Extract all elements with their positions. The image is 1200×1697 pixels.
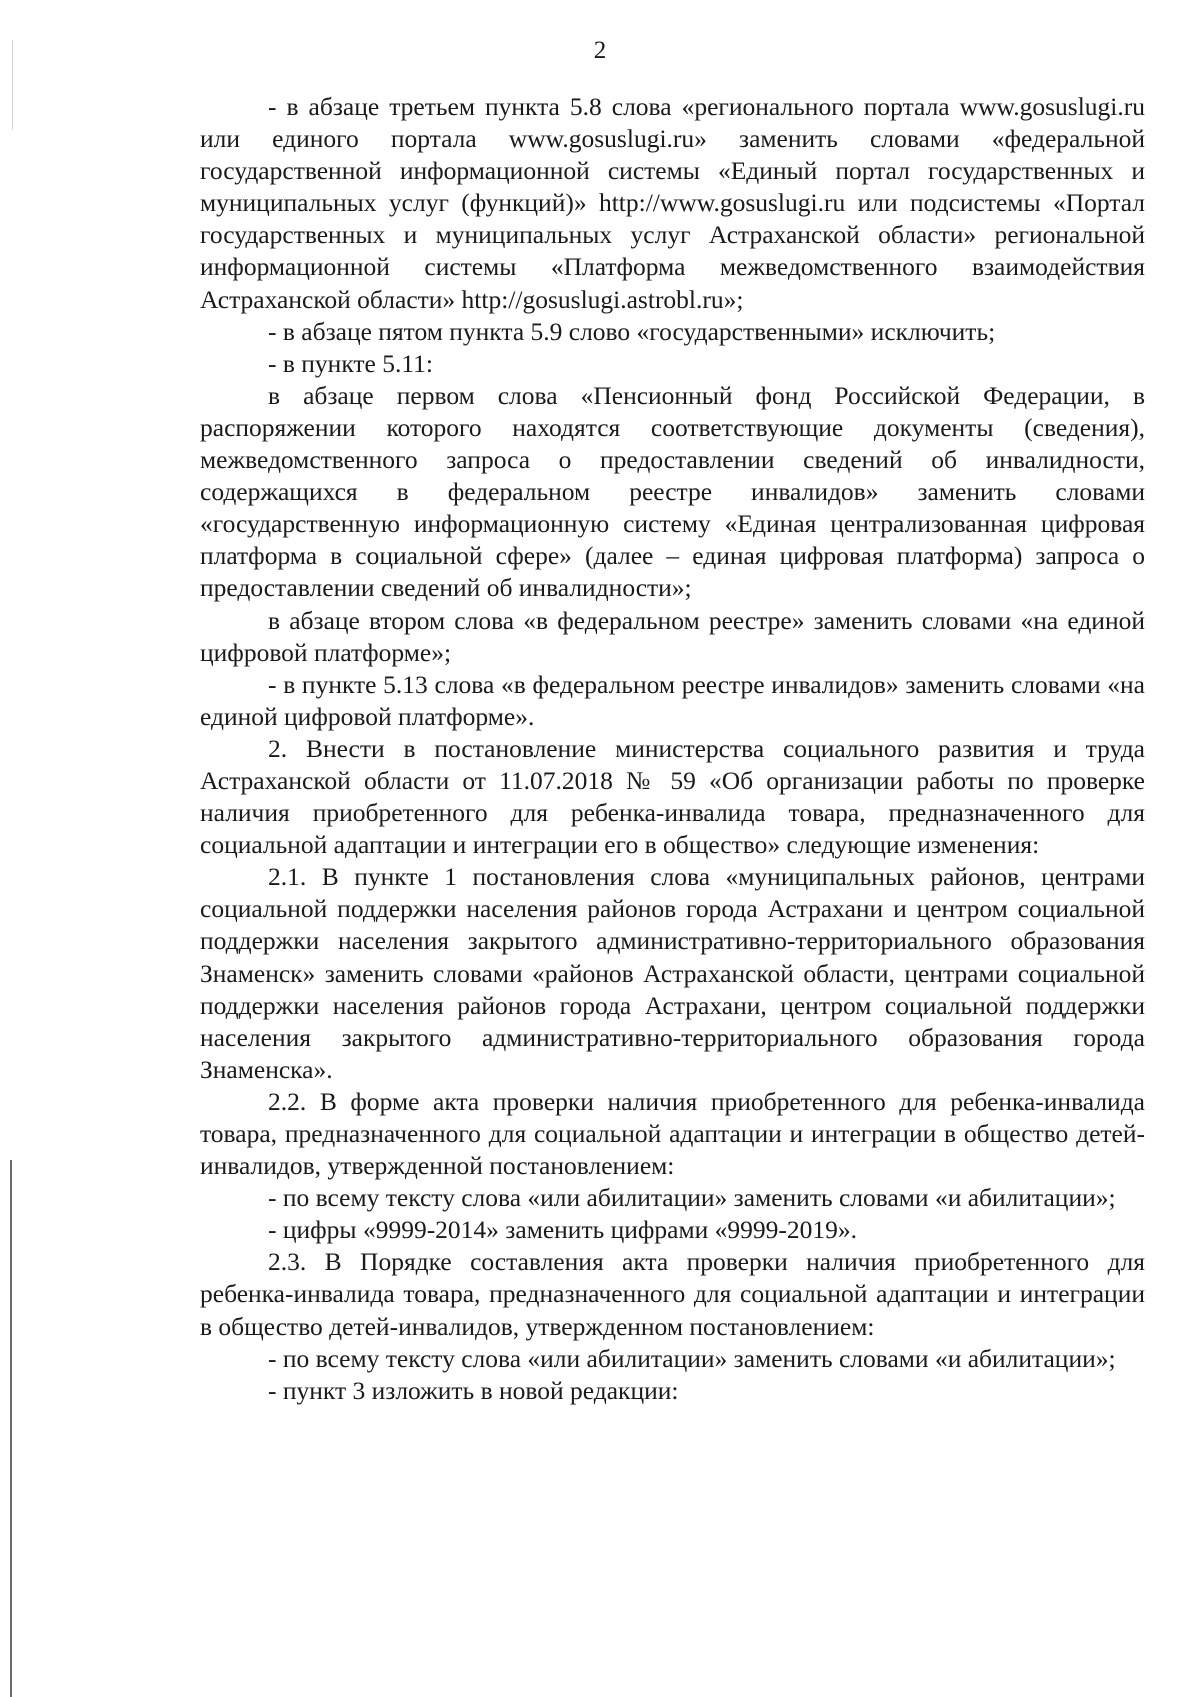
paragraph-2-2-abilitation: - по всему тексту слова «или абилитации» заменить словами «и абилитации»; bbox=[268, 1183, 1116, 1213]
paragraph-5-11-first: в абзаце первом слова «Пенсионный фонд Российской Федерации, в распоряжении которого находятся соответствующие документы (сведения), межведомственного запроса о предоставлении сведений об инвалидности, содержащихся в федеральном реестре инвалидов» заменить словами «государственную информационную систему «Единая централизованная цифровая платформа в социальной сфере» (далее – единая цифровая платформа) запроса о предоставлении сведений об инвалидности»; bbox=[200, 380, 1145, 603]
paragraph-5-8: - в абзаце третьем пункта 5.8 слова «регионального портала www.gosuslugi.ru или единого портала www.gosuslugi.ru» заменить словами «федеральной государственной информационной системы «Единый портал государственных и муниципальных услуг (функций)» http://www.gosuslugi.ru или подсистемы «Портал государственных и муниципальных услуг Астраханской области» региональной информационной системы «Платформа межведомственного взаимодействия Астраханской области» http://gosuslugi.astrobl.ru»; bbox=[200, 92, 1145, 314]
paragraph-2: 2. Внести в постановление министерства социального развития и труда Астраханской области от 11.07.2018 № 59 «Об организации работы по проверке наличия приобретенного для ребенка-инвалида товара, предназначенного для социальной адаптации и интеграции его в общество» следующие изменения: bbox=[200, 733, 1145, 860]
paragraph-5-13: - в пункте 5.13 слова «в федеральном реестре инвалидов» заменить словами «на единой цифровой платформе». bbox=[200, 669, 1145, 731]
scan-artifact-left-edge bbox=[10, 1160, 12, 1697]
paragraph-2-1: 2.1. В пункте 1 постановления слова «муниципальных районов, центрами социальной поддержки населения районов города Астрахани и центром социальной поддержки населения закрытого административно-территориального образования Знаменск» заменить словами «районов Астраханской области, центрами социальной поддержки населения районов города Астрахани, центром социальной поддержки населения закрытого административно-территориального образования города Знаменска». bbox=[200, 862, 1145, 1084]
paragraph-2-3: 2.3. В Порядке составления акта проверки наличия приобретенного для ребенка-инвалида товара, предназначенного для социальной адаптации и интеграции в общество детей-инвалидов, утвержденном постановлением: bbox=[200, 1247, 1145, 1341]
paragraph-2-2-digits: - цифры «9999-2014» заменить цифрами «9999-2019». bbox=[268, 1215, 858, 1245]
paragraph-2-3-abilitation: - по всему тексту слова «или абилитации» заменить словами «и абилитации»; bbox=[268, 1343, 1116, 1373]
paragraph-2-3-item-3: - пункт 3 изложить в новой редакции: bbox=[268, 1375, 679, 1405]
document-body bbox=[200, 91, 1145, 1407]
page-number: 2 bbox=[593, 37, 607, 64]
paragraph-5-9: - в абзаце пятом пункта 5.9 слово «государственными» исключить; bbox=[268, 316, 996, 346]
paragraph-2-2: 2.2. В форме акта проверки наличия приобретенного для ребенка-инвалида товара, предназначенного для социальной адаптации и интеграции в общество детей-инвалидов, утвержденной постановлением: bbox=[200, 1086, 1145, 1181]
paragraph-5-11-heading: - в пункте 5.11: bbox=[268, 348, 433, 378]
paragraph-5-11-second: в абзаце втором слова «в федеральном реестре» заменить словами «на единой цифровой платформе»; bbox=[200, 605, 1145, 667]
